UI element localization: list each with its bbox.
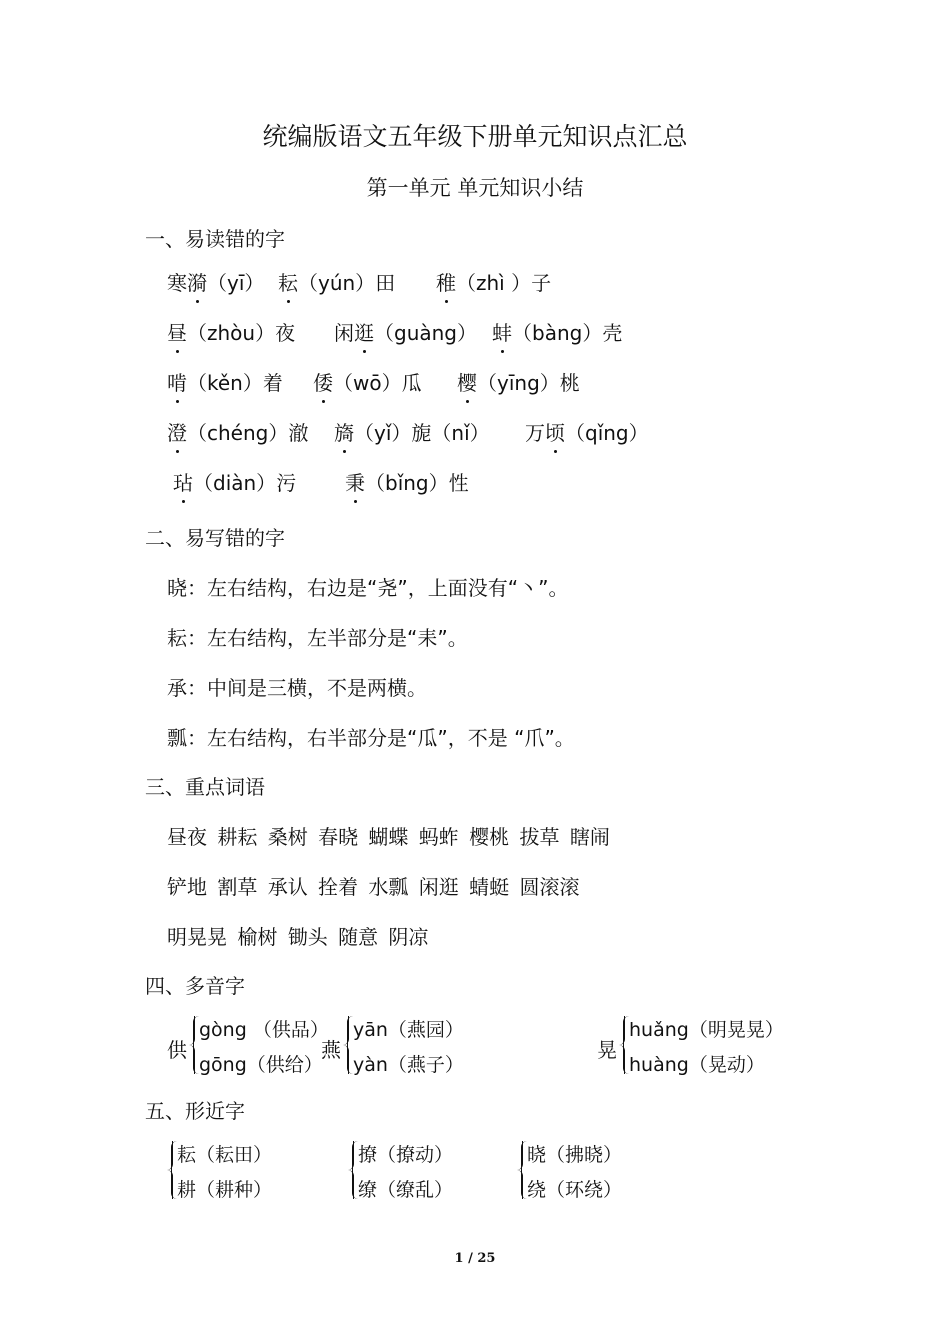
misread-item xyxy=(436,267,551,296)
pinyin: （kěn） xyxy=(187,371,263,395)
misread-context: 旎（nǐ） xyxy=(411,421,490,445)
polyphone-char: 晃 xyxy=(597,1038,617,1062)
misread-context: 寒 xyxy=(167,271,187,295)
misread-item xyxy=(167,267,264,296)
miswrite-item: 承：中间是三横，不是两横。 xyxy=(167,676,427,700)
section-heading-misread: 一、易读错的字 xyxy=(145,227,285,251)
pinyin: （bǐng） xyxy=(365,471,449,495)
pinyin: （zhòu） xyxy=(187,321,276,345)
document-title: 统编版语文五年级下册单元知识点汇总 xyxy=(262,122,688,151)
misread-item xyxy=(525,417,649,446)
misread-context: 澈 xyxy=(288,421,309,445)
misread-context: 闲 xyxy=(334,321,354,345)
misread-item xyxy=(345,467,469,496)
misread-context: 壳 xyxy=(602,321,623,345)
misread-item xyxy=(334,317,477,346)
pinyin: （chéng） xyxy=(187,421,289,445)
misread-char: 昼 xyxy=(167,317,187,346)
misread-context: 瓜 xyxy=(401,371,422,395)
pinyin: （yǐ） xyxy=(354,421,412,445)
misread-item xyxy=(457,367,580,396)
page-indicator: 1 / 25 xyxy=(454,1251,496,1266)
misread-item xyxy=(167,317,295,346)
misread-char: 玷 xyxy=(173,467,193,496)
vocab-row: 铲地 割草 承认 拴着 水瓢 闲逛 蜻蜓 圆滚滚 xyxy=(167,875,580,899)
misread-item xyxy=(334,417,490,446)
pinyin: （yīng） xyxy=(477,371,560,395)
misread-context: 污 xyxy=(276,471,297,495)
misread-context: 田 xyxy=(375,271,396,295)
similar-char: 耘（耘田） xyxy=(177,1144,273,1166)
misread-item xyxy=(313,367,422,396)
polyphone-reading: yān（燕园） xyxy=(353,1019,464,1041)
pinyin: （bàng） xyxy=(512,321,603,345)
misread-context: 着 xyxy=(262,371,283,395)
unit-title: 第一单元 单元知识小结 xyxy=(366,176,584,200)
miswrite-item: 耘：左右结构，左半部分是“耒”。 xyxy=(167,626,468,650)
similar-char: 撩（撩动） xyxy=(358,1144,454,1166)
polyphone-reading: huǎng（明晃晃） xyxy=(629,1019,784,1041)
misread-item xyxy=(173,467,296,496)
misread-char: 啃 xyxy=(167,367,187,396)
misread-context: 子 xyxy=(531,271,552,295)
polyphone-reading: gòng （供品） xyxy=(199,1019,329,1041)
similar-char: 缭（缭乱） xyxy=(358,1179,454,1201)
section-heading-miswrite: 二、易写错的字 xyxy=(145,526,285,550)
misread-char: 稚 xyxy=(436,267,456,296)
misread-char: 澄 xyxy=(167,417,187,446)
misread-item xyxy=(492,317,622,346)
pinyin: （yún） xyxy=(298,271,376,295)
misread-context: 桃 xyxy=(559,371,580,395)
misread-context: 万 xyxy=(525,421,545,445)
pinyin: （wō） xyxy=(333,371,402,395)
section-heading-vocab: 三、重点词语 xyxy=(145,775,265,799)
misread-char: 樱 xyxy=(457,367,477,396)
misread-char: 逛 xyxy=(354,317,374,346)
similar-char: 绕（环绕） xyxy=(527,1179,623,1201)
misread-char: 倭 xyxy=(313,367,333,396)
polyphone-char: 供 xyxy=(167,1038,187,1062)
misread-char: 蚌 xyxy=(492,317,512,346)
polyphone-reading: huàng（晃动） xyxy=(629,1054,765,1076)
misread-context: 夜 xyxy=(275,321,296,345)
vocab-row: 明晃晃 榆树 锄头 随意 阴凉 xyxy=(167,925,429,949)
misread-item xyxy=(278,267,395,296)
pinyin: （yī） xyxy=(207,271,265,295)
pinyin: （zhì ） xyxy=(456,271,532,295)
similar-char: 耕（耕种） xyxy=(177,1179,273,1201)
misread-item xyxy=(167,367,283,396)
pinyin: （qǐng） xyxy=(565,421,649,445)
similar-char: 晓（拂晓） xyxy=(527,1144,623,1166)
section-heading-similar: 五、形近字 xyxy=(145,1099,245,1123)
misread-item xyxy=(167,417,308,446)
section-heading-polyphones: 四、多音字 xyxy=(145,974,245,998)
misread-char: 旖 xyxy=(334,417,354,446)
miswrite-item: 晓：左右结构，右边是“尧”，上面没有“丶”。 xyxy=(167,576,569,600)
miswrite-item: 瓢：左右结构，右半部分是“瓜”，不是 “爪”。 xyxy=(167,726,575,750)
pinyin: （diàn） xyxy=(193,471,277,495)
polyphone-reading: gōng（供给） xyxy=(199,1054,323,1076)
vocab-row: 昼夜 耕耘 桑树 春晓 蝴蝶 蚂蚱 樱桃 拔草 瞎闹 xyxy=(167,825,610,849)
polyphone-char: 燕 xyxy=(321,1038,341,1062)
misread-char: 秉 xyxy=(345,467,365,496)
misread-context: 性 xyxy=(448,471,469,495)
misread-char: 顷 xyxy=(545,417,565,446)
misread-char: 漪 xyxy=(187,267,207,296)
pinyin: （guàng） xyxy=(374,321,477,345)
misread-char: 耘 xyxy=(278,267,298,296)
polyphone-reading: yàn（燕子） xyxy=(353,1054,464,1076)
